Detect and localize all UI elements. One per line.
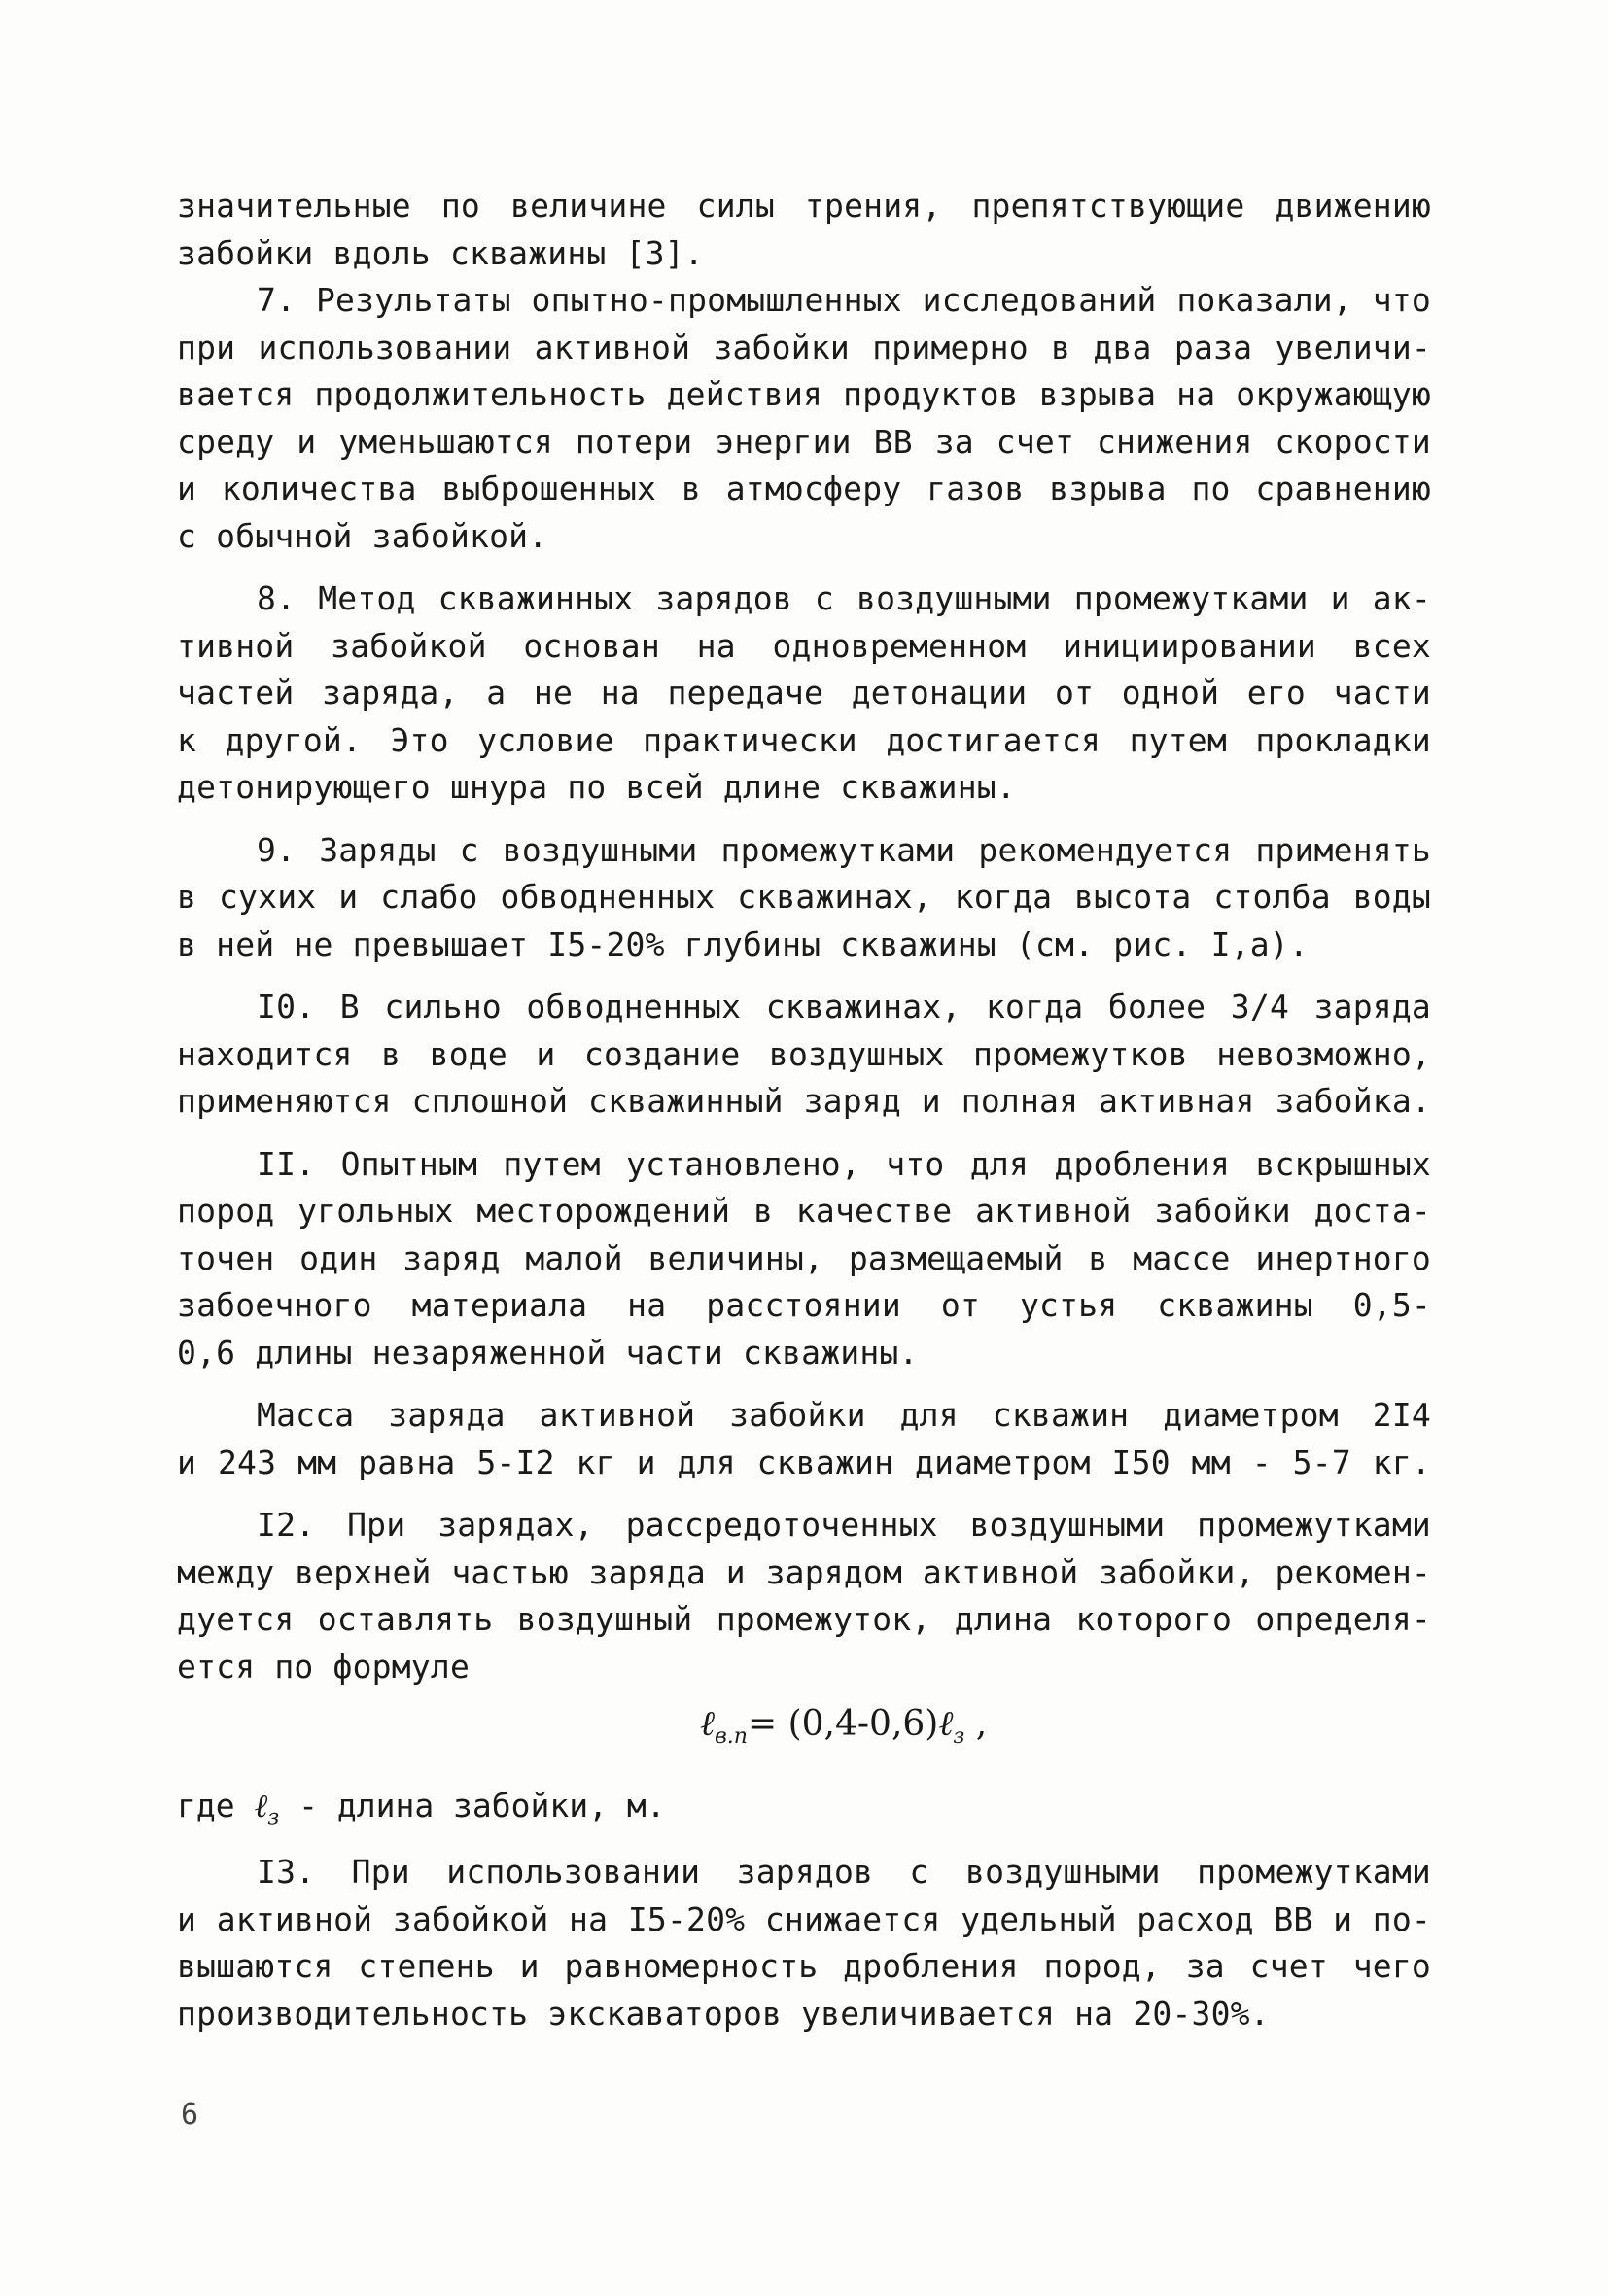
text-line: находится в воде и создание воздушных промежутков невозможно, xyxy=(177,1034,1431,1073)
text-line: дуется оставлять воздушный промежуток, длина которого определя- xyxy=(177,1600,1431,1638)
paragraph-13-first-line: I3. При использовании зарядов с воздушными промежутками xyxy=(257,1853,1431,1891)
paragraph-9-first-line: 9. Заряды с воздушными промежутками рекомендуется применять xyxy=(257,830,1431,869)
paragraph-10-first-line: I0. В сильно обводненных скважинах, когда более 3/4 заряда xyxy=(257,988,1431,1026)
text-line: и количества выброшенных в атмосферу газов взрыва по сравнению xyxy=(177,470,1431,507)
formula-rhs-subscript: з xyxy=(953,1724,965,1750)
text-line: забойки вдоль скважины [3]. xyxy=(177,233,704,272)
body-text xyxy=(177,183,1431,1690)
text-line: к другой. Это условие практически достигается путем прокладки xyxy=(177,720,1431,759)
text-line: и активной забойкой на I5-20% снижается удельный расход ВВ и по- xyxy=(177,1899,1431,1938)
text-line: вышаются степень и равномерность дробления пород, за счет чего xyxy=(177,1947,1431,1985)
paragraph-11-first-line: II. Опытным путем установлено, что для дробления вскрышных xyxy=(257,1144,1431,1183)
text-line: тивной забойкой основан на одновременном инициировании всех xyxy=(177,626,1431,665)
text-line: забоечного материала на расстоянии от устья скважины 0,5- xyxy=(177,1286,1431,1324)
paragraph-7-first-line: 7. Результаты опытно-промышленных исследований показали, что xyxy=(257,281,1431,319)
paragraph-12-first-line: I2. При зарядах, рассредоточенных воздушными промежутками xyxy=(257,1506,1431,1544)
text-line: частей заряда, а не на передаче детонации от одной его части xyxy=(177,674,1431,712)
paragraph-8-first-line: 8. Метод скважинных зарядов с воздушными промежутками и ак- xyxy=(257,579,1431,617)
where-symbol: ℓ xyxy=(254,1787,268,1825)
page-number: 6 xyxy=(181,2098,199,2132)
formula-rhs: = (0,4-0,6) xyxy=(747,1704,939,1744)
formula xyxy=(700,1703,987,1749)
formula-rhs-symbol: ℓ xyxy=(938,1704,954,1744)
text-line: между верхней частью заряда и зарядом активной забойки, рекомен- xyxy=(177,1552,1431,1591)
formula-trailing: , xyxy=(975,1704,988,1744)
where-subscript: з xyxy=(267,1805,280,1830)
text-line: с обычной забойкой. xyxy=(177,516,548,555)
text-line: точен один заряд малой величины, размещаемый в массе инертного xyxy=(177,1238,1431,1277)
text-line: применяются сплошной скважинный заряд и полная активная забойка. xyxy=(177,1082,1431,1120)
text-line: детонирующего шнура по всей длине скважины. xyxy=(177,768,1016,806)
paragraph-11b-first-line: Масса заряда активной забойки для скважин диаметром 2I4 xyxy=(257,1396,1431,1434)
formula-lhs-symbol: ℓ xyxy=(700,1704,715,1744)
text-line: значительные по величине силы трения, препятствующие движению xyxy=(177,187,1431,225)
text-line: в сухих и слабо обводненных скважинах, когда высота столба воды xyxy=(177,878,1431,916)
body-text-after-formula xyxy=(177,1849,1431,2037)
text-line: в ней не превышает I5-20% глубины скважины (см. рис. I,а). xyxy=(177,924,1309,963)
text-line: 0,6 длины незаряженной части скважины. xyxy=(177,1333,919,1372)
where-prefix: где xyxy=(177,1787,235,1825)
text-line: при использовании активной забойки примерно в два раза увеличи- xyxy=(177,328,1431,366)
text-line: ется по формуле xyxy=(177,1647,471,1686)
text-line: производительность экскаваторов увеличивается на 20-30%. xyxy=(177,1994,1270,2033)
formula-definition xyxy=(177,1787,666,1830)
text-line: среду и уменьшаются потери энергии ВВ за счет снижения скорости xyxy=(177,422,1431,461)
text-line: пород угольных месторождений в качестве активной забойки доста- xyxy=(177,1192,1431,1230)
text-line: вается продолжительность действия продуктов взрыва на окружающую xyxy=(177,375,1431,413)
formula-lhs-subscript: в.п xyxy=(715,1724,748,1750)
text-line: и 243 мм равна 5-I2 кг и для скважин диаметром I50 мм - 5-7 кг. xyxy=(177,1443,1431,1481)
where-definition: - длина забойки, м. xyxy=(298,1787,666,1825)
